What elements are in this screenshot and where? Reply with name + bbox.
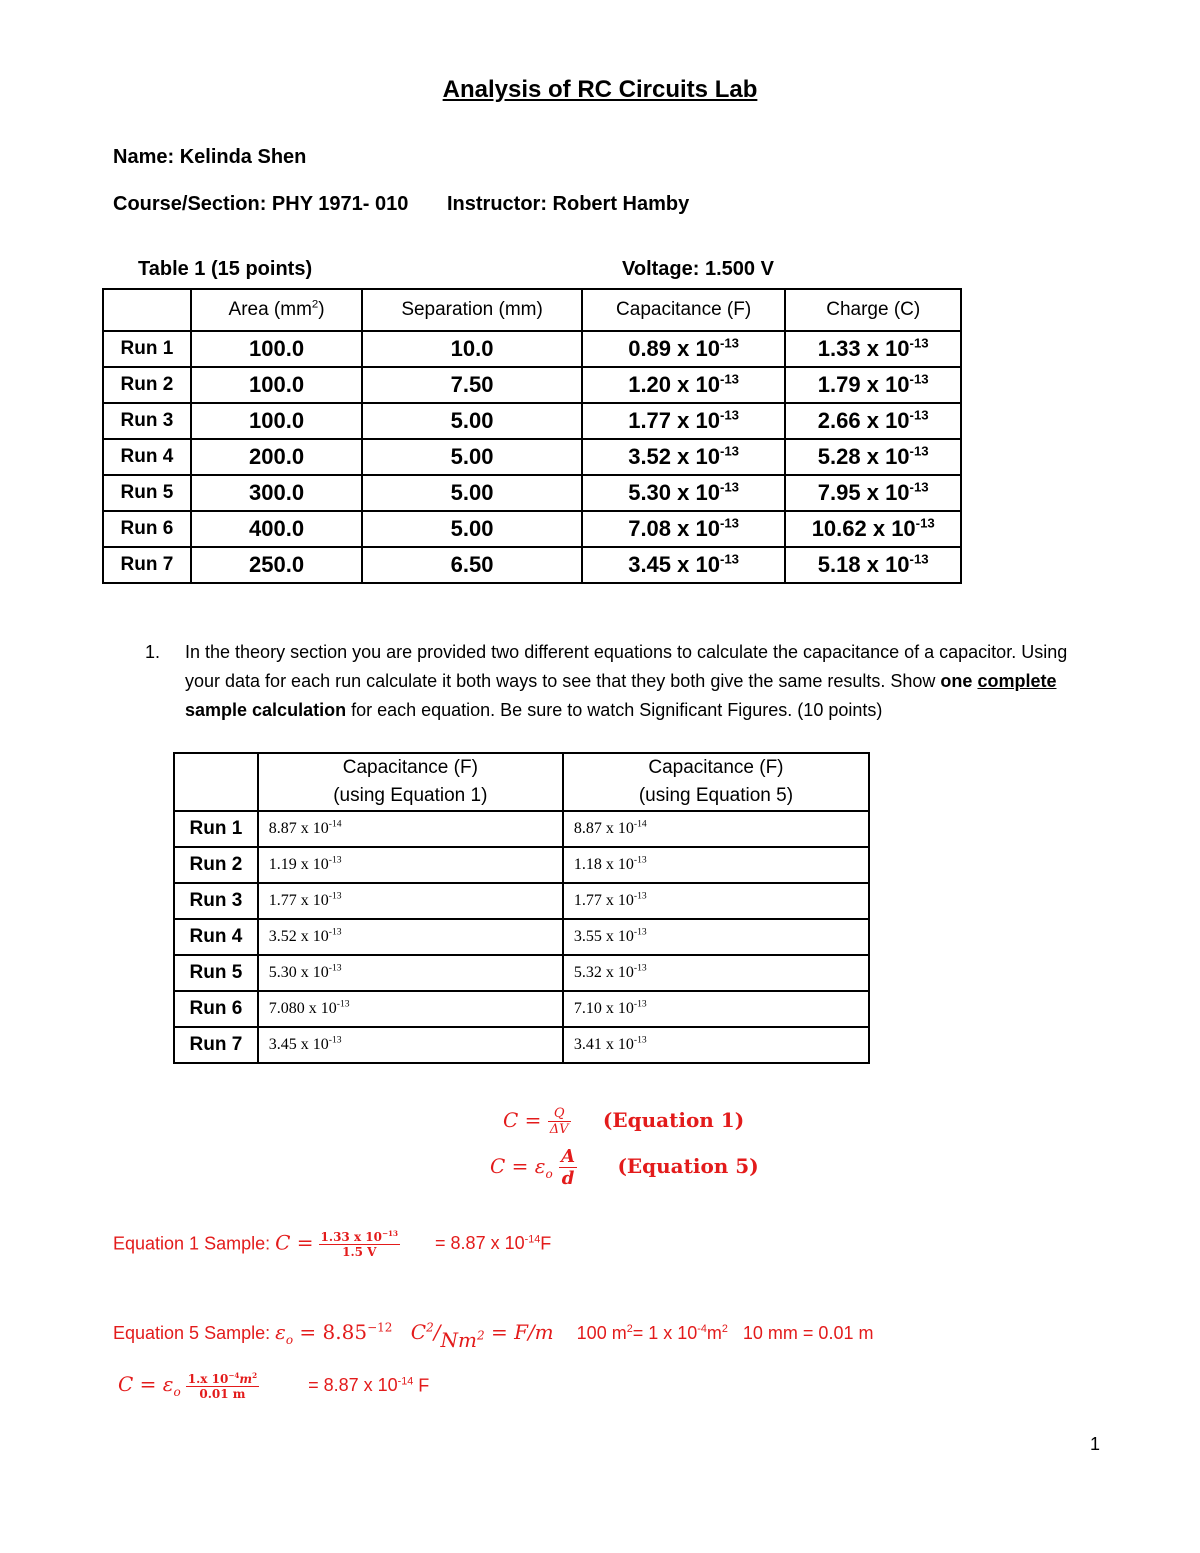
sample5-unit-nm-exp: 2	[476, 1328, 485, 1343]
capacitance-cell	[582, 511, 786, 547]
sample5-eps-sub: o	[285, 1333, 294, 1347]
equation-5-sample-calc	[118, 1372, 429, 1401]
charge-cell	[785, 511, 961, 547]
sample1-result-exp: -14	[524, 1233, 541, 1246]
sample5-unit-tail: = F/m	[484, 1320, 554, 1344]
table-row	[174, 883, 869, 919]
cap-exp: -13	[719, 407, 740, 423]
charge-mantissa: 5.18 x 10	[817, 552, 910, 577]
question-number: 1.	[145, 642, 161, 662]
eq1-cell	[258, 811, 563, 847]
eq1-cell	[258, 955, 563, 991]
capacitance-cell	[582, 439, 786, 475]
charge-mantissa: 2.66 x 10	[817, 408, 910, 433]
table-row	[103, 547, 961, 583]
table-row	[103, 439, 961, 475]
charge-exp: -13	[915, 515, 935, 531]
cap-mantissa: 7.08 x 10	[628, 516, 720, 541]
eq5-mantissa: 7.10 x 10	[573, 1000, 634, 1017]
capacitance-cell	[582, 475, 786, 511]
equation-5	[490, 1146, 759, 1189]
eq5-fraction	[559, 1146, 577, 1189]
run-label: Run 3	[174, 883, 258, 919]
table-row	[103, 367, 961, 403]
sample1-num-exp: −13	[381, 1229, 399, 1238]
sample5b-unit: F	[413, 1375, 430, 1396]
eq5-mantissa: 1.18 x 10	[573, 856, 634, 873]
table-row	[174, 955, 869, 991]
run-label: Run 1	[174, 811, 258, 847]
sample5b-result: = 8.87 x 10	[308, 1375, 398, 1396]
area-cell: 200.0	[191, 439, 363, 475]
sample5b-num: 1.x 10	[187, 1372, 229, 1386]
charge-exp: -13	[909, 551, 929, 567]
table-row	[174, 1027, 869, 1063]
charge-cell	[785, 547, 961, 583]
table-row	[103, 511, 961, 547]
eq5-exp: -13	[633, 854, 647, 866]
eq1-lhs: C =	[503, 1108, 542, 1132]
sample5-unit-denominator	[440, 1328, 484, 1352]
eq5-exp: -13	[633, 926, 647, 938]
sample5-conv1-b-exp: -4	[697, 1323, 707, 1335]
capacitance-cell	[582, 331, 786, 367]
sample5-conv2: 10 mm = 0.01 m	[742, 1323, 874, 1343]
eq1-label: (Equation 1)	[602, 1108, 745, 1132]
charge-exp: -13	[909, 479, 929, 495]
cap-exp: -13	[719, 515, 740, 531]
table1-header-separation: Separation (mm)	[362, 289, 581, 331]
sample5-conv1-exp: 2	[626, 1323, 633, 1335]
sample5-expression	[275, 1320, 554, 1352]
equation-1	[503, 1106, 744, 1137]
sample5-unit-c: C	[410, 1320, 427, 1344]
cap-exp: -13	[719, 335, 740, 351]
sample1-lhs: C =	[275, 1230, 314, 1255]
cap-mantissa: 5.30 x 10	[628, 480, 720, 505]
charge-cell	[785, 439, 961, 475]
eq5-header-line1: Capacitance (F)	[648, 757, 784, 778]
emph-sample: sample calculation	[185, 700, 347, 720]
table-row	[103, 403, 961, 439]
eq1-exp: -13	[328, 1034, 342, 1046]
sample1-num: 1.33 x 10	[320, 1230, 382, 1244]
separation-cell: 5.00	[362, 403, 581, 439]
sample5-conv1-c-exp: 2	[721, 1323, 728, 1335]
eq5-exp: -13	[633, 890, 647, 902]
sample5-eq: = 8.85	[293, 1320, 368, 1344]
eq1-exp: -13	[328, 926, 342, 938]
sample5-unit-c-exp: 2	[426, 1320, 434, 1335]
cap-mantissa: 1.77 x 10	[628, 408, 720, 433]
question-1	[145, 638, 1105, 725]
table2-header-blank	[174, 753, 258, 811]
charge-cell	[785, 403, 961, 439]
emph-complete: complete	[977, 671, 1057, 691]
course-section: Course/Section: PHY 1971- 010	[113, 193, 409, 215]
eq5-sub: o	[545, 1167, 553, 1181]
sample1-label: Equation 1 Sample:	[113, 1233, 276, 1254]
table-row	[174, 991, 869, 1027]
charge-exp: -13	[909, 371, 929, 387]
cap-mantissa: 3.52 x 10	[628, 444, 720, 469]
charge-mantissa: 5.28 x 10	[817, 444, 910, 469]
sample5-conv1: 100 m	[576, 1323, 627, 1343]
equation-1-sample	[113, 1230, 551, 1259]
run-label: Run 4	[174, 919, 258, 955]
table1-header-blank	[103, 289, 191, 331]
eq1-cell	[258, 883, 563, 919]
separation-cell: 6.50	[362, 547, 581, 583]
eq5-mantissa: 3.41 x 10	[573, 1036, 634, 1053]
table-row	[103, 475, 961, 511]
eq1-mantissa: 3.45 x 10	[268, 1036, 329, 1053]
charge-mantissa: 1.79 x 10	[817, 372, 910, 397]
table1-caption: Table 1 (15 points)	[138, 258, 313, 280]
eq5-exp: -13	[633, 962, 647, 974]
eq1-exp: -13	[328, 962, 342, 974]
run-label: Run 2	[174, 847, 258, 883]
sample5b-num-unit: m	[239, 1372, 253, 1386]
table1-header-row	[103, 289, 961, 331]
table2	[173, 752, 870, 1064]
sample5-eps: ε	[275, 1320, 286, 1344]
question-text-a: In the theory section you are provided two different equations to calculate the capacitance of a capacitor. Using your data for each run calculate it both ways to see that they both give the same results. Show	[185, 642, 1068, 691]
eq1-exp: -14	[328, 818, 342, 830]
separation-cell: 5.00	[362, 475, 581, 511]
eq5-exp: -14	[633, 818, 647, 830]
eq1-cell	[258, 919, 563, 955]
eq1-cell	[258, 847, 563, 883]
table1	[102, 288, 962, 584]
charge-cell	[785, 367, 961, 403]
sample5b-lhs-text: C = ε	[118, 1372, 174, 1397]
eq5-cell	[563, 847, 869, 883]
run-label: Run 2	[103, 367, 191, 403]
eq1-cell	[258, 1027, 563, 1063]
table1-header-area	[191, 289, 363, 331]
sample1-denominator: 1.5 V	[342, 1245, 377, 1259]
area-cell: 100.0	[191, 331, 363, 367]
eq5-lhs: C = ε	[490, 1154, 546, 1178]
area-cell: 300.0	[191, 475, 363, 511]
run-label: Run 4	[103, 439, 191, 475]
separation-cell: 5.00	[362, 439, 581, 475]
run-label: Run 6	[103, 511, 191, 547]
cap-mantissa: 1.20 x 10	[628, 372, 720, 397]
table1-header-charge: Charge (C)	[785, 289, 961, 331]
capacitance-cell	[582, 403, 786, 439]
sample1-result: = 8.87 x 10	[435, 1233, 525, 1254]
eq5-denominator: d	[561, 1168, 575, 1189]
eq1-cell	[258, 991, 563, 1027]
eq5-mantissa: 8.87 x 10	[573, 820, 634, 837]
table2-header-row	[174, 753, 869, 811]
area-exp: 2	[311, 298, 319, 311]
sample5b-num-exp: −4	[228, 1371, 240, 1380]
page-number: 1	[1090, 1434, 1101, 1454]
student-name: Name: Kelinda Shen	[113, 146, 307, 168]
separation-cell: 5.00	[362, 511, 581, 547]
eq1-header-line2: (using Equation 1)	[333, 785, 488, 806]
eq5-exp: -13	[633, 998, 647, 1010]
eq1-numerator: Q	[548, 1106, 571, 1122]
eq1-denominator: ΔV	[549, 1122, 569, 1137]
sample1-unit: F	[540, 1233, 552, 1254]
eq1-header-line1: Capacitance (F)	[342, 757, 478, 778]
table-row	[174, 919, 869, 955]
eq1-mantissa: 1.19 x 10	[268, 856, 329, 873]
eq5-cell	[563, 883, 869, 919]
capacitance-cell	[582, 547, 786, 583]
area-cell: 250.0	[191, 547, 363, 583]
area-cell: 100.0	[191, 403, 363, 439]
eq1-mantissa: 1.77 x 10	[268, 892, 329, 909]
sample1-numerator	[319, 1230, 400, 1245]
area-close: )	[318, 299, 325, 320]
cap-exp: -13	[719, 551, 740, 567]
eq5-mantissa: 3.55 x 10	[573, 928, 634, 945]
table2-header-eq1	[258, 753, 563, 811]
eq1-mantissa: 3.52 x 10	[268, 928, 329, 945]
eq5-exp: -13	[633, 1034, 647, 1046]
sample5-label: Equation 5 Sample:	[113, 1323, 276, 1343]
eq1-exp: -13	[336, 998, 350, 1010]
sample5b-numerator	[186, 1372, 259, 1387]
sample5-conv1-b: = 1 x 10	[632, 1323, 698, 1343]
cap-mantissa: 0.89 x 10	[628, 336, 720, 361]
eq5-mantissa: 1.77 x 10	[573, 892, 634, 909]
sample5-eq-exp: −12	[367, 1320, 393, 1335]
cap-exp: -13	[719, 371, 740, 387]
eq5-cell	[563, 1027, 869, 1063]
run-label: Run 5	[103, 475, 191, 511]
eq1-mantissa: 7.080 x 10	[268, 1000, 337, 1017]
question-text	[185, 638, 1105, 725]
charge-cell	[785, 331, 961, 367]
charge-mantissa: 7.95 x 10	[817, 480, 910, 505]
run-label: Run 7	[103, 547, 191, 583]
eq5-numerator: A	[561, 1146, 576, 1167]
sample5-conv1-c: m	[706, 1323, 722, 1343]
table-row	[174, 847, 869, 883]
separation-cell: 7.50	[362, 367, 581, 403]
run-label: Run 6	[174, 991, 258, 1027]
eq5-label: (Equation 5)	[617, 1154, 759, 1178]
charge-exp: -13	[909, 443, 929, 459]
table1-header-capacitance: Capacitance (F)	[582, 289, 786, 331]
area-label: Area (mm	[228, 299, 312, 320]
eq5-cell	[563, 955, 869, 991]
sample5b-result-exp: -14	[397, 1375, 414, 1388]
cap-exp: -13	[719, 479, 740, 495]
instructor: Instructor: Robert Hamby	[447, 193, 690, 215]
eq1-fraction	[548, 1106, 571, 1137]
run-label: Run 5	[174, 955, 258, 991]
run-label: Run 3	[103, 403, 191, 439]
table1-voltage: Voltage: 1.500 V	[622, 258, 774, 280]
run-label: Run 1	[103, 331, 191, 367]
area-cell: 100.0	[191, 367, 363, 403]
separation-cell: 10.0	[362, 331, 581, 367]
area-cell: 400.0	[191, 511, 363, 547]
emph-one: one	[940, 671, 973, 691]
table2-header-eq5	[563, 753, 869, 811]
cap-mantissa: 3.45 x 10	[628, 552, 720, 577]
charge-mantissa: 10.62 x 10	[811, 516, 916, 541]
cap-exp: -13	[719, 443, 740, 459]
sample1-fraction	[319, 1230, 400, 1259]
sample5b-num-unit-exp: 2	[252, 1371, 258, 1380]
sample5b-fraction	[186, 1372, 259, 1401]
page-title: Analysis of RC Circuits Lab	[442, 76, 758, 103]
eq1-exp: -13	[328, 890, 342, 902]
eq5-mantissa: 5.32 x 10	[573, 964, 634, 981]
charge-exp: -13	[909, 407, 929, 423]
capacitance-cell	[582, 367, 786, 403]
sample5b-lhs	[118, 1372, 181, 1400]
eq5-cell	[563, 811, 869, 847]
sample5b-sub: o	[173, 1385, 181, 1400]
eq5-cell	[563, 919, 869, 955]
eq1-mantissa: 8.87 x 10	[268, 820, 329, 837]
run-label: Run 7	[174, 1027, 258, 1063]
table-row	[174, 811, 869, 847]
equation-5-sample	[113, 1320, 874, 1352]
charge-cell	[785, 475, 961, 511]
sample5-unit-slash: /	[433, 1320, 441, 1344]
eq5-header-line2: (using Equation 5)	[638, 785, 794, 806]
table-row	[103, 331, 961, 367]
sample5b-denominator: 0.01 m	[199, 1387, 246, 1401]
eq1-mantissa: 5.30 x 10	[268, 964, 329, 981]
eq5-cell	[563, 991, 869, 1027]
sample5-unit-nm: Nm	[440, 1328, 477, 1352]
charge-mantissa: 1.33 x 10	[817, 336, 910, 361]
eq1-exp: -13	[328, 854, 342, 866]
question-text-b: for each equation. Be sure to watch Significant Figures. (10 points)	[346, 700, 883, 720]
charge-exp: -13	[909, 335, 929, 351]
